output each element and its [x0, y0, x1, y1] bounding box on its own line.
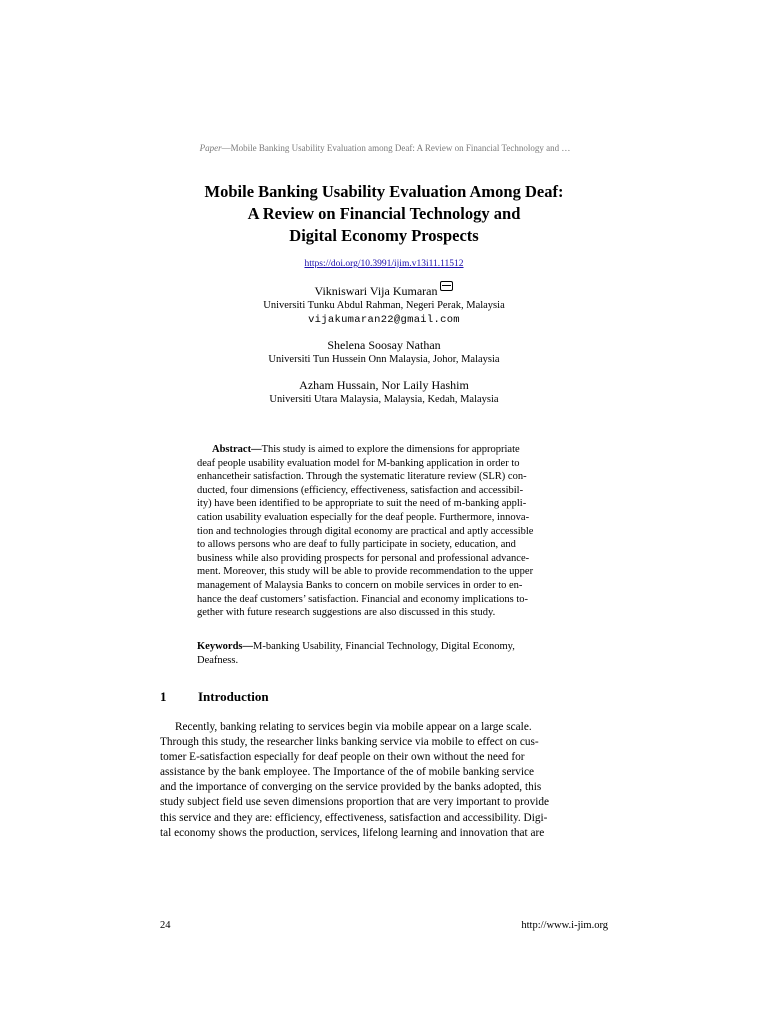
body-line: assistance by the bank employee. The Importance of the of mobile banking service [160, 766, 535, 779]
body-paragraph [160, 720, 608, 841]
abstract-line: deaf people usability evaluation model for M-banking application in order to [197, 457, 520, 469]
keywords [197, 640, 572, 667]
body-line: Through this study, the researcher links banking service via mobile to effect on cus- [160, 736, 539, 749]
running-header-title: —Mobile Banking Usability Evaluation among Deaf: A Review on Financial Technology and … [221, 143, 571, 153]
section-number: 1 [160, 689, 167, 704]
abstract-line: management of Malaysia Banks to concern on mobile services in order to en- [197, 579, 523, 591]
body-line: and the importance of converging on the service provided by the banks adopted, this [160, 781, 542, 794]
abstract-line: tion and technologies through digital economy are practical and aptly accessible [197, 525, 534, 537]
body-line: this service and they are: efficiency, effectiveness, satisfaction and accessibility. Digi- [160, 811, 548, 824]
abstract [197, 443, 572, 620]
body-line: tal economy shows the production, services, lifelong learning and innovation that are [160, 826, 545, 839]
abstract-line: gether with future research suggestions are also discussed in this study. [197, 607, 496, 619]
keywords-line: Deafness. [197, 654, 239, 666]
title-line: A Review on Financial Technology and [247, 204, 521, 223]
keywords-label: Keywords— [197, 641, 253, 652]
author-affiliation: Universiti Tunku Abdul Rahman, Negeri Perak, Malaysia [263, 300, 505, 311]
author-name: Shelena Soosay Nathan [327, 338, 441, 352]
keywords-line: M-banking Usability, Financial Technology, Digital Economy, [253, 641, 515, 652]
abstract-line: enhancetheir satisfaction. Through the systematic literature review (SLR) con- [197, 471, 527, 483]
abstract-line: cation usability evaluation especially for the deaf people. Furthermore, innova- [197, 511, 530, 523]
author-name: Azham Hussain, Nor Laily Hashim [299, 378, 469, 392]
author-name: Vikniswari Vija Kumaran [314, 284, 438, 298]
author-group [184, 338, 584, 367]
abstract-line: ity) have been identified to be appropriate to suit the need of m-banking appli- [197, 498, 527, 510]
page-number: 24 [160, 920, 171, 931]
doi-link[interactable]: https://doi.org/10.3991/ijim.v13i11.11512 [304, 259, 464, 269]
abstract-label: Abstract— [212, 444, 262, 455]
author-affiliation: Universiti Tun Hussein Onn Malaysia, Johor, Malaysia [268, 354, 500, 365]
author-group [184, 284, 584, 327]
section-title: Introduction [198, 689, 269, 704]
paper-title [140, 181, 628, 247]
running-header-label: Paper [199, 143, 222, 153]
authors-block [184, 284, 584, 418]
journal-url[interactable]: http://www.i-jim.org [521, 920, 608, 931]
running-header [160, 143, 610, 153]
abstract-line: business while also providing prospects for personal and professional advance- [197, 552, 530, 564]
body-line: study subject field use seven dimensions proportion that are very important to provide [160, 796, 550, 809]
mail-icon[interactable] [440, 281, 453, 291]
author-email[interactable]: vijakumaran22@gmail.com [308, 314, 460, 326]
abstract-line: ment. Moreover, this study will be able to provide recommendation to the upper [197, 566, 534, 578]
title-line: Mobile Banking Usability Evaluation Among Deaf: [204, 182, 564, 201]
abstract-line: This study is aimed to explore the dimensions for appropriate [261, 444, 520, 455]
abstract-line: hance the deaf customers’ satisfaction. Financial and economy implications to- [197, 593, 529, 605]
body-line: tomer E-satisfaction especially for deaf people on their own without the need for [160, 751, 525, 764]
abstract-line: ducted, four dimensions (efficiency, effectiveness, satisfaction and accessibil- [197, 484, 524, 496]
body-line: Recently, banking relating to services begin via mobile appear on a large scale. [175, 721, 532, 733]
author-group [184, 378, 584, 407]
author-affiliation: Universiti Utara Malaysia, Malaysia, Kedah, Malaysia [269, 394, 499, 405]
section-heading [160, 689, 269, 705]
title-line: Digital Economy Prospects [289, 226, 479, 245]
abstract-line: to allows persons who are deaf to fully participate in society, education, and [197, 539, 516, 551]
